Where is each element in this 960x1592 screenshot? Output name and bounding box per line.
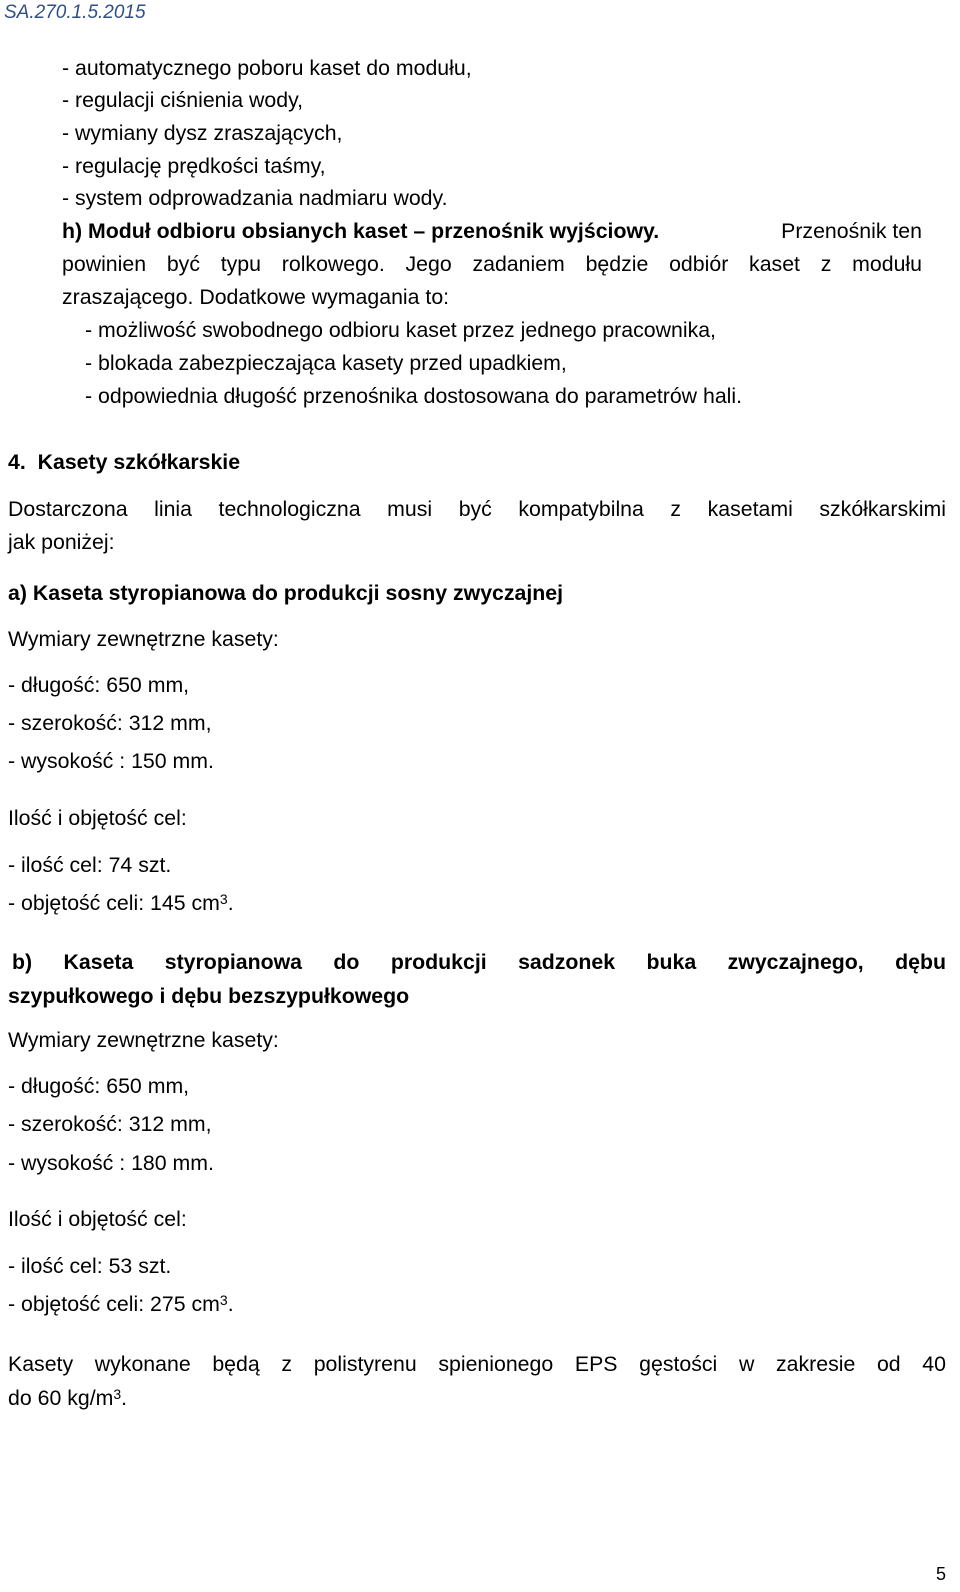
cassette-a-title: a) Kaseta styropianowa do produkcji sosny zwyczajnej [8, 581, 564, 605]
paragraph-line: Dostarczona linia technologiczna musi być kompatybilna z kasetami szkółkarskimi [8, 497, 946, 521]
dim-item: - długość: 650 mm, [8, 1074, 190, 1098]
item-h-first-line [62, 221, 922, 242]
material-line: do 60 $kg/m^3$. [8, 1386, 128, 1410]
volume-exponent: 3 [219, 1292, 228, 1308]
document-reference: SA.270.1.5.2015 [4, 2, 146, 23]
cells-label: Ilość i objętość cel: [8, 806, 187, 830]
item-h-line: zraszającego. Dodatkowe wymagania to: [62, 285, 450, 309]
cassette-b-title: b) Kaseta styropianowa do produkcji sadzonek buka zwyczajnego, dębu [12, 950, 946, 974]
item-h-text: Przenośnik ten [781, 219, 922, 243]
cassette-b-title-cont: szypułkowego i dębu bezszypułkowego [8, 984, 410, 1008]
list-item: - regulacji ciśnienia wody, [62, 88, 304, 112]
dim-item: - szerokość: 312 mm, [8, 711, 212, 735]
dim-item: - długość: 650 mm, [8, 673, 190, 697]
dims-label: Wymiary zewnętrzne kasety: [8, 627, 279, 651]
list-item: - wymiany dysz zraszających, [62, 121, 343, 145]
dim-item: - wysokość : 180 mm. [8, 1151, 214, 1175]
dim-item: - szerokość: 312 mm, [8, 1112, 212, 1136]
section-heading: 4. Kasety szkółkarskie [8, 450, 241, 474]
list-item: - system odprowadzania nadmiaru wody. [62, 186, 448, 210]
volume-exponent: 3 [219, 891, 228, 907]
list-item: - odpowiednia długość przenośnika dostosowana do parametrów hali. [85, 384, 743, 408]
cells-count: - ilość cel: 53 szt. [8, 1254, 172, 1278]
item-h-line: powinien być typu rolkowego. Jego zadaniem będzie odbiór kaset z modułu [62, 252, 922, 276]
list-item: - automatycznego poboru kaset do modułu, [62, 56, 472, 80]
paragraph-line: jak poniżej: [8, 530, 115, 554]
list-item: - regulację prędkości taśmy, [62, 154, 326, 178]
cells-label: Ilość i objętość cel: [8, 1207, 187, 1231]
dims-label: Wymiary zewnętrzne kasety: [8, 1028, 279, 1052]
cells-volume: - objętość celi: 275 $cm^3$. [8, 1292, 234, 1316]
density-exponent: 3 [113, 1386, 122, 1402]
list-item: - możliwość swobodnego odbioru kaset przez jednego pracownika, [85, 318, 716, 342]
material-line: Kasety wykonane będą z polistyrenu spienionego EPS gęstości w zakresie od 40 [8, 1352, 946, 1376]
list-item: - blokada zabezpieczająca kasety przed upadkiem, [85, 351, 567, 375]
item-h-label: h) Moduł odbioru obsianych kaset – przenośnik wyjściowy. [62, 219, 660, 243]
cells-count: - ilość cel: 74 szt. [8, 853, 172, 877]
dim-item: - wysokość : 150 mm. [8, 749, 214, 773]
page-number: 5 [936, 1564, 947, 1584]
cells-volume: - objętość celi: 145 $cm^3$. [8, 891, 234, 915]
